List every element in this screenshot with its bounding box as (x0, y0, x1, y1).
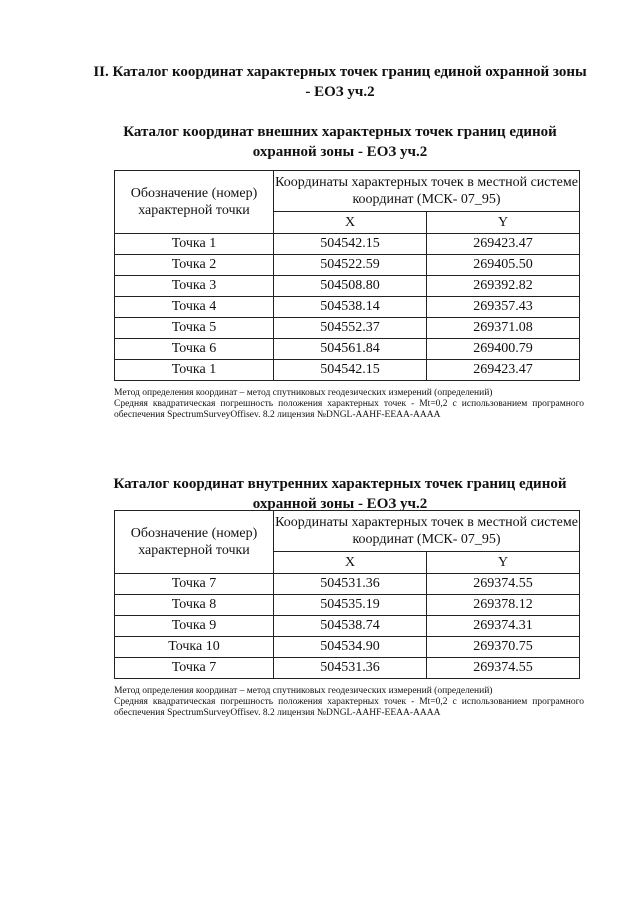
internal-title-line-1: Каталог координат внутренних характерных точек границ единой (113, 476, 567, 492)
internal-note-line-1: Метод определения координат – метод спутниковых геодезических измерений (определений) (114, 686, 493, 696)
y-header: Y (427, 212, 580, 234)
main-title-line-1: II. Каталог координат характерных точек границ единой охранной зоны (93, 64, 587, 80)
point-name-cell: Точка 5 (115, 318, 274, 339)
external-points-table (114, 170, 580, 381)
table-row (115, 339, 580, 360)
internal-method-note (114, 686, 584, 719)
table-row (115, 297, 580, 318)
internal-points-body (115, 574, 580, 679)
point-name-cell: Точка 10 (115, 637, 274, 658)
y-coordinate-cell: 269405.50 (427, 255, 580, 276)
x-header: X (274, 212, 427, 234)
y-coordinate-cell: 269371.08 (427, 318, 580, 339)
table-row (115, 595, 580, 616)
y-coordinate-cell: 269423.47 (427, 234, 580, 255)
x-header: X (274, 552, 427, 574)
external-note-line-2: Средняя квадратическая погрешность положения характерных точек - Mt=0,2 с использованием програмного обеспечения SpectrumSurveyOffisev. 8.2 лицензия №DNGL-AAHF-EEAA-AAAA (114, 399, 584, 420)
point-name-cell: Точка 6 (115, 339, 274, 360)
point-name-cell: Точка 1 (115, 234, 274, 255)
x-coordinate-cell: 504561.84 (274, 339, 427, 360)
point-name-cell: Точка 1 (115, 360, 274, 381)
main-title (70, 62, 610, 102)
point-name-cell: Точка 9 (115, 616, 274, 637)
coordinates-header: Координаты характерных точек в местной системе координат (МСК- 07_95) (274, 171, 580, 212)
table-row (115, 658, 580, 679)
y-coordinate-cell: 269357.43 (427, 297, 580, 318)
table-row (115, 360, 580, 381)
table-row (115, 574, 580, 595)
table-row (115, 318, 580, 339)
designation-header: Обозначение (номер) характерной точки (115, 511, 274, 574)
external-title-line-2: охранной зоны - ЕОЗ уч.2 (252, 144, 428, 160)
point-name-cell: Точка 7 (115, 658, 274, 679)
internal-points-table (114, 510, 580, 679)
y-coordinate-cell: 269400.79 (427, 339, 580, 360)
x-coordinate-cell: 504552.37 (274, 318, 427, 339)
external-points-body (115, 234, 580, 381)
y-coordinate-cell: 269374.55 (427, 658, 580, 679)
y-coordinate-cell: 269423.47 (427, 360, 580, 381)
y-coordinate-cell: 269392.82 (427, 276, 580, 297)
point-name-cell: Точка 7 (115, 574, 274, 595)
main-title-line-2: - ЕОЗ уч.2 (305, 84, 375, 100)
internal-title-line-2: охранной зоны - ЕОЗ уч.2 (252, 496, 428, 512)
external-method-note (114, 388, 584, 421)
x-coordinate-cell: 504531.36 (274, 658, 427, 679)
x-coordinate-cell: 504542.15 (274, 360, 427, 381)
internal-catalog-title (100, 474, 580, 514)
table-row (115, 255, 580, 276)
x-coordinate-cell: 504522.59 (274, 255, 427, 276)
y-coordinate-cell: 269374.55 (427, 574, 580, 595)
designation-header: Обозначение (номер) характерной точки (115, 171, 274, 234)
table-row (115, 276, 580, 297)
y-coordinate-cell: 269374.31 (427, 616, 580, 637)
coordinates-header: Координаты характерных точек в местной системе координат (МСК- 07_95) (274, 511, 580, 552)
x-coordinate-cell: 504534.90 (274, 637, 427, 658)
external-catalog-title (100, 122, 580, 162)
y-header: Y (427, 552, 580, 574)
point-name-cell: Точка 2 (115, 255, 274, 276)
x-coordinate-cell: 504542.15 (274, 234, 427, 255)
table-row (115, 234, 580, 255)
table-row (115, 637, 580, 658)
x-coordinate-cell: 504538.14 (274, 297, 427, 318)
external-title-line-1: Каталог координат внешних характерных точек границ единой (123, 124, 557, 140)
x-coordinate-cell: 504531.36 (274, 574, 427, 595)
x-coordinate-cell: 504535.19 (274, 595, 427, 616)
table-row (115, 616, 580, 637)
y-coordinate-cell: 269370.75 (427, 637, 580, 658)
point-name-cell: Точка 4 (115, 297, 274, 318)
external-note-line-1: Метод определения координат – метод спутниковых геодезических измерений (определений) (114, 388, 493, 398)
point-name-cell: Точка 8 (115, 595, 274, 616)
y-coordinate-cell: 269378.12 (427, 595, 580, 616)
internal-note-line-2: Средняя квадратическая погрешность положения характерных точек - Mt=0,2 с использованием програмного обеспечения SpectrumSurveyOffisev. 8.2 лицензия №DNGL-AAHF-EEAA-AAAA (114, 697, 584, 718)
x-coordinate-cell: 504538.74 (274, 616, 427, 637)
point-name-cell: Точка 3 (115, 276, 274, 297)
x-coordinate-cell: 504508.80 (274, 276, 427, 297)
